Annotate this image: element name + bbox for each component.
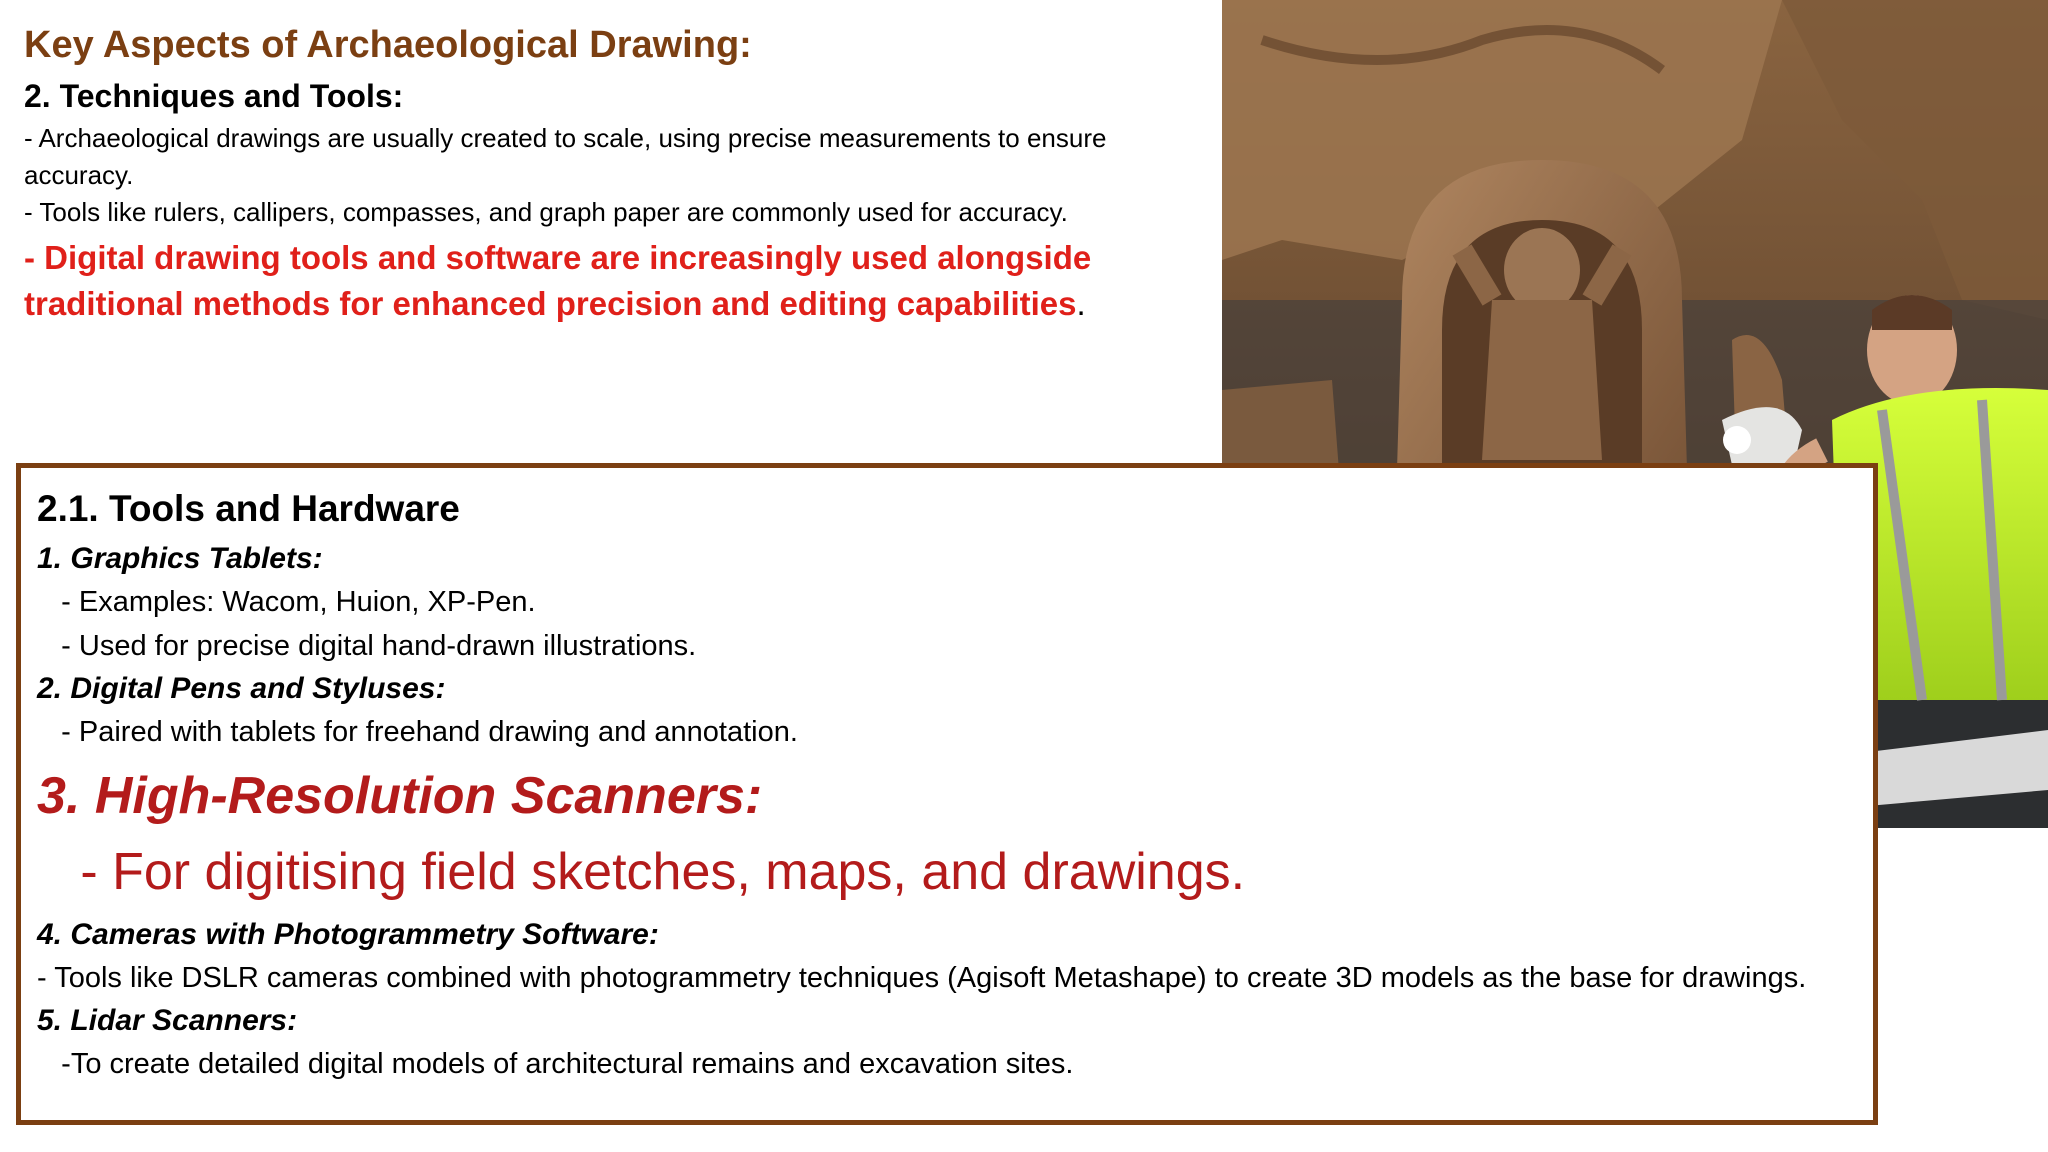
section-title: 2. Techniques and Tools:	[24, 78, 404, 114]
item-4-title: 4. Cameras with Photogrammetry Software:	[37, 918, 659, 951]
item-1-line-1: - Examples: Wacom, Huion, XP-Pen.	[37, 586, 536, 618]
highlight-period: .	[1076, 285, 1086, 322]
highlight-text: - Digital drawing tools and software are increasingly used alongside traditional methods for enhanced precision and editing capabilities	[24, 239, 1092, 322]
item-5-title: 5. Lidar Scanners:	[37, 1004, 298, 1037]
item-2-line-1: - Paired with tablets for freehand drawing and annotation.	[37, 716, 798, 748]
digital-tools-highlight	[24, 235, 1204, 327]
item-1-line-2: - Used for precise digital hand-drawn illustrations.	[37, 630, 697, 662]
intro-line-1: - Archaeological drawings are usually created to scale, using precise measurements to ensure accuracy.	[24, 123, 1107, 190]
item-5-line-1: -To create detailed digital models of architectural remains and excavation sites.	[37, 1048, 1074, 1080]
tools-hardware-box	[16, 463, 1878, 1125]
item-3-line-1: - For digitising field sketches, maps, and drawings.	[37, 843, 1246, 901]
item-1-title: 1. Graphics Tablets:	[37, 542, 323, 575]
item-4-line-1: - Tools like DSLR cameras combined with photogrammetry techniques (Agisoft Metashape) to create 3D models as the base for drawings.	[37, 962, 1807, 994]
item-3-title: 3. High-Resolution Scanners:	[37, 767, 763, 825]
slide-title: Key Aspects of Archaeological Drawing:	[24, 24, 752, 66]
box-title: 2.1. Tools and Hardware	[37, 488, 460, 529]
intro-section	[24, 22, 1204, 327]
intro-line-2: - Tools like rulers, callipers, compasses, and graph paper are commonly used for accuracy.	[24, 197, 1068, 227]
item-2-title: 2. Digital Pens and Styluses:	[37, 672, 446, 705]
